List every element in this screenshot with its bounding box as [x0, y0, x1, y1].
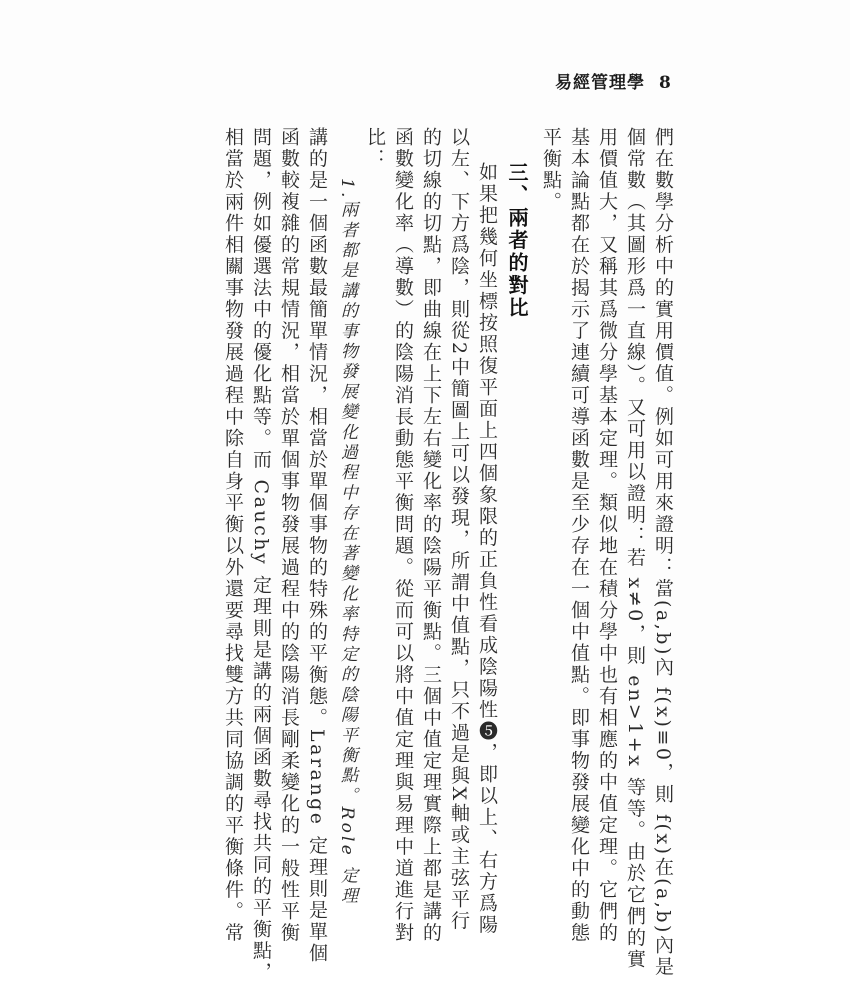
text-column: 比： — [364, 127, 386, 170]
text-column: 用價值大，又稱其爲微分學基本定理。類似地在積分學中也有相應的中值定理。它們的 — [596, 127, 618, 944]
text-column: 相當於兩件相關事物發展過程中除自身平衡以外還要尋找雙方共同協調的平衡條件。常 — [222, 127, 244, 944]
text-column: 講的是一個函數最簡單情況，相當於單個事物的特殊的平衡態。Larange 定理則是單個 — [306, 127, 328, 965]
text-column: 函數變化率（導數）的陰陽消長動態平衡問題。從而可以將中值定理與易理中道進行對 — [392, 127, 414, 944]
numbered-point: 1.兩者都是講的事物發展變化過程中存在著變化率特定的陰陽平衡點。Role 定理 — [337, 178, 357, 907]
text-column: 的切線的切點，即曲線在上下左右變化率的陰陽平衡點。三個中值定理實際上都是講的 — [420, 127, 442, 944]
section-heading: 三、兩者的對比 — [505, 162, 529, 320]
text-column: 個常數（其圖形爲一直線）。又可用以證明：若 x≠0，則 en>1+x 等等。由於它們的實 — [624, 127, 646, 971]
text-column: 基本論點都在於揭示了連續可導函數是至少存在一個中值點。即事物發展變化中的動態 — [568, 127, 590, 944]
text-column: 如果把幾何坐標按照復平面上四個象限的正負性看成陰陽性❺，即以上、右方爲陽 — [476, 162, 498, 936]
text-column: 平衡點。 — [540, 127, 562, 213]
book-title: 易經管理學 — [555, 73, 645, 93]
text-column: 函數較複雜的常規情況，相當於單個事物發展過程中的陰陽消長剛柔變化的一般性平衡 — [278, 127, 300, 944]
page-number: 8 — [659, 73, 672, 93]
text-column: 們在數學分析中的實用價值。例如可用來證明：當(a,b)內 f(x)≡0，則 f(x)在(a,b)內是 — [652, 127, 674, 978]
text-column: 問題，例如優選法中的優化點等。而 Cauchy 定理則是講的兩個函數尋找共同的平衡點， — [250, 127, 272, 983]
running-header — [555, 68, 672, 93]
text-column: 以左、下方爲陰，則從2中簡圖上可以發現，所謂中值點，只不過是與X軸或主弦平行 — [448, 127, 470, 932]
